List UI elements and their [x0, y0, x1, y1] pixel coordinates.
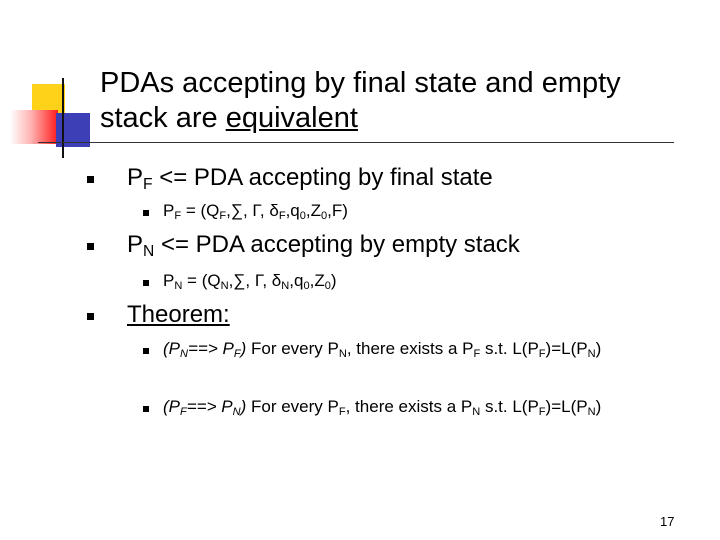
sub-bullet-marker: [143, 210, 149, 216]
bullet-pn-heading: $P_N$ <= PDA accepting by empty stack: [127, 231, 520, 260]
bullet-marker: [87, 313, 94, 320]
bullet-marker: [87, 176, 94, 183]
bullet-marker: [87, 243, 94, 250]
sub-bullet-marker: [143, 280, 149, 286]
title-divider-line: [38, 142, 674, 143]
theorem-direction-2: $(P_F==> P_N)$ For every $P_F$, there exists a $P_N$ s.t. $L(P_F)=L(P_N)$: [163, 397, 602, 418]
theorem-direction-1: $(P_N==> P_F)$ For every $P_N$, there exists a $P_F$ s.t. $L(P_F)=L(P_N)$: [163, 339, 602, 360]
title-line-1: PDAs accepting by final state and empty: [100, 67, 621, 99]
pn-definition: $P_N = (Q_N,\sum$, Γ, $\delta_N,q_0,Z_0$): [163, 271, 337, 292]
bullet-pf-heading: $P_F$ <= PDA accepting by final state: [127, 164, 493, 193]
page-number: 17: [660, 514, 675, 529]
sub-bullet-marker: [143, 348, 149, 354]
pf-definition: $P_F = (Q_F,\sum$, Γ, $\delta_F,q_0,Z_0,F$): [163, 201, 348, 222]
title-line-2-prefix: stack are: [100, 102, 226, 134]
sub-bullet-marker: [143, 406, 149, 412]
decor-vertical-line: [62, 78, 64, 158]
title-underlined-word: equivalent: [225, 102, 358, 134]
theorem-label: Theorem:: [127, 301, 230, 328]
slide-title: [100, 66, 680, 136]
decor-red-gradient-block: [10, 110, 58, 144]
